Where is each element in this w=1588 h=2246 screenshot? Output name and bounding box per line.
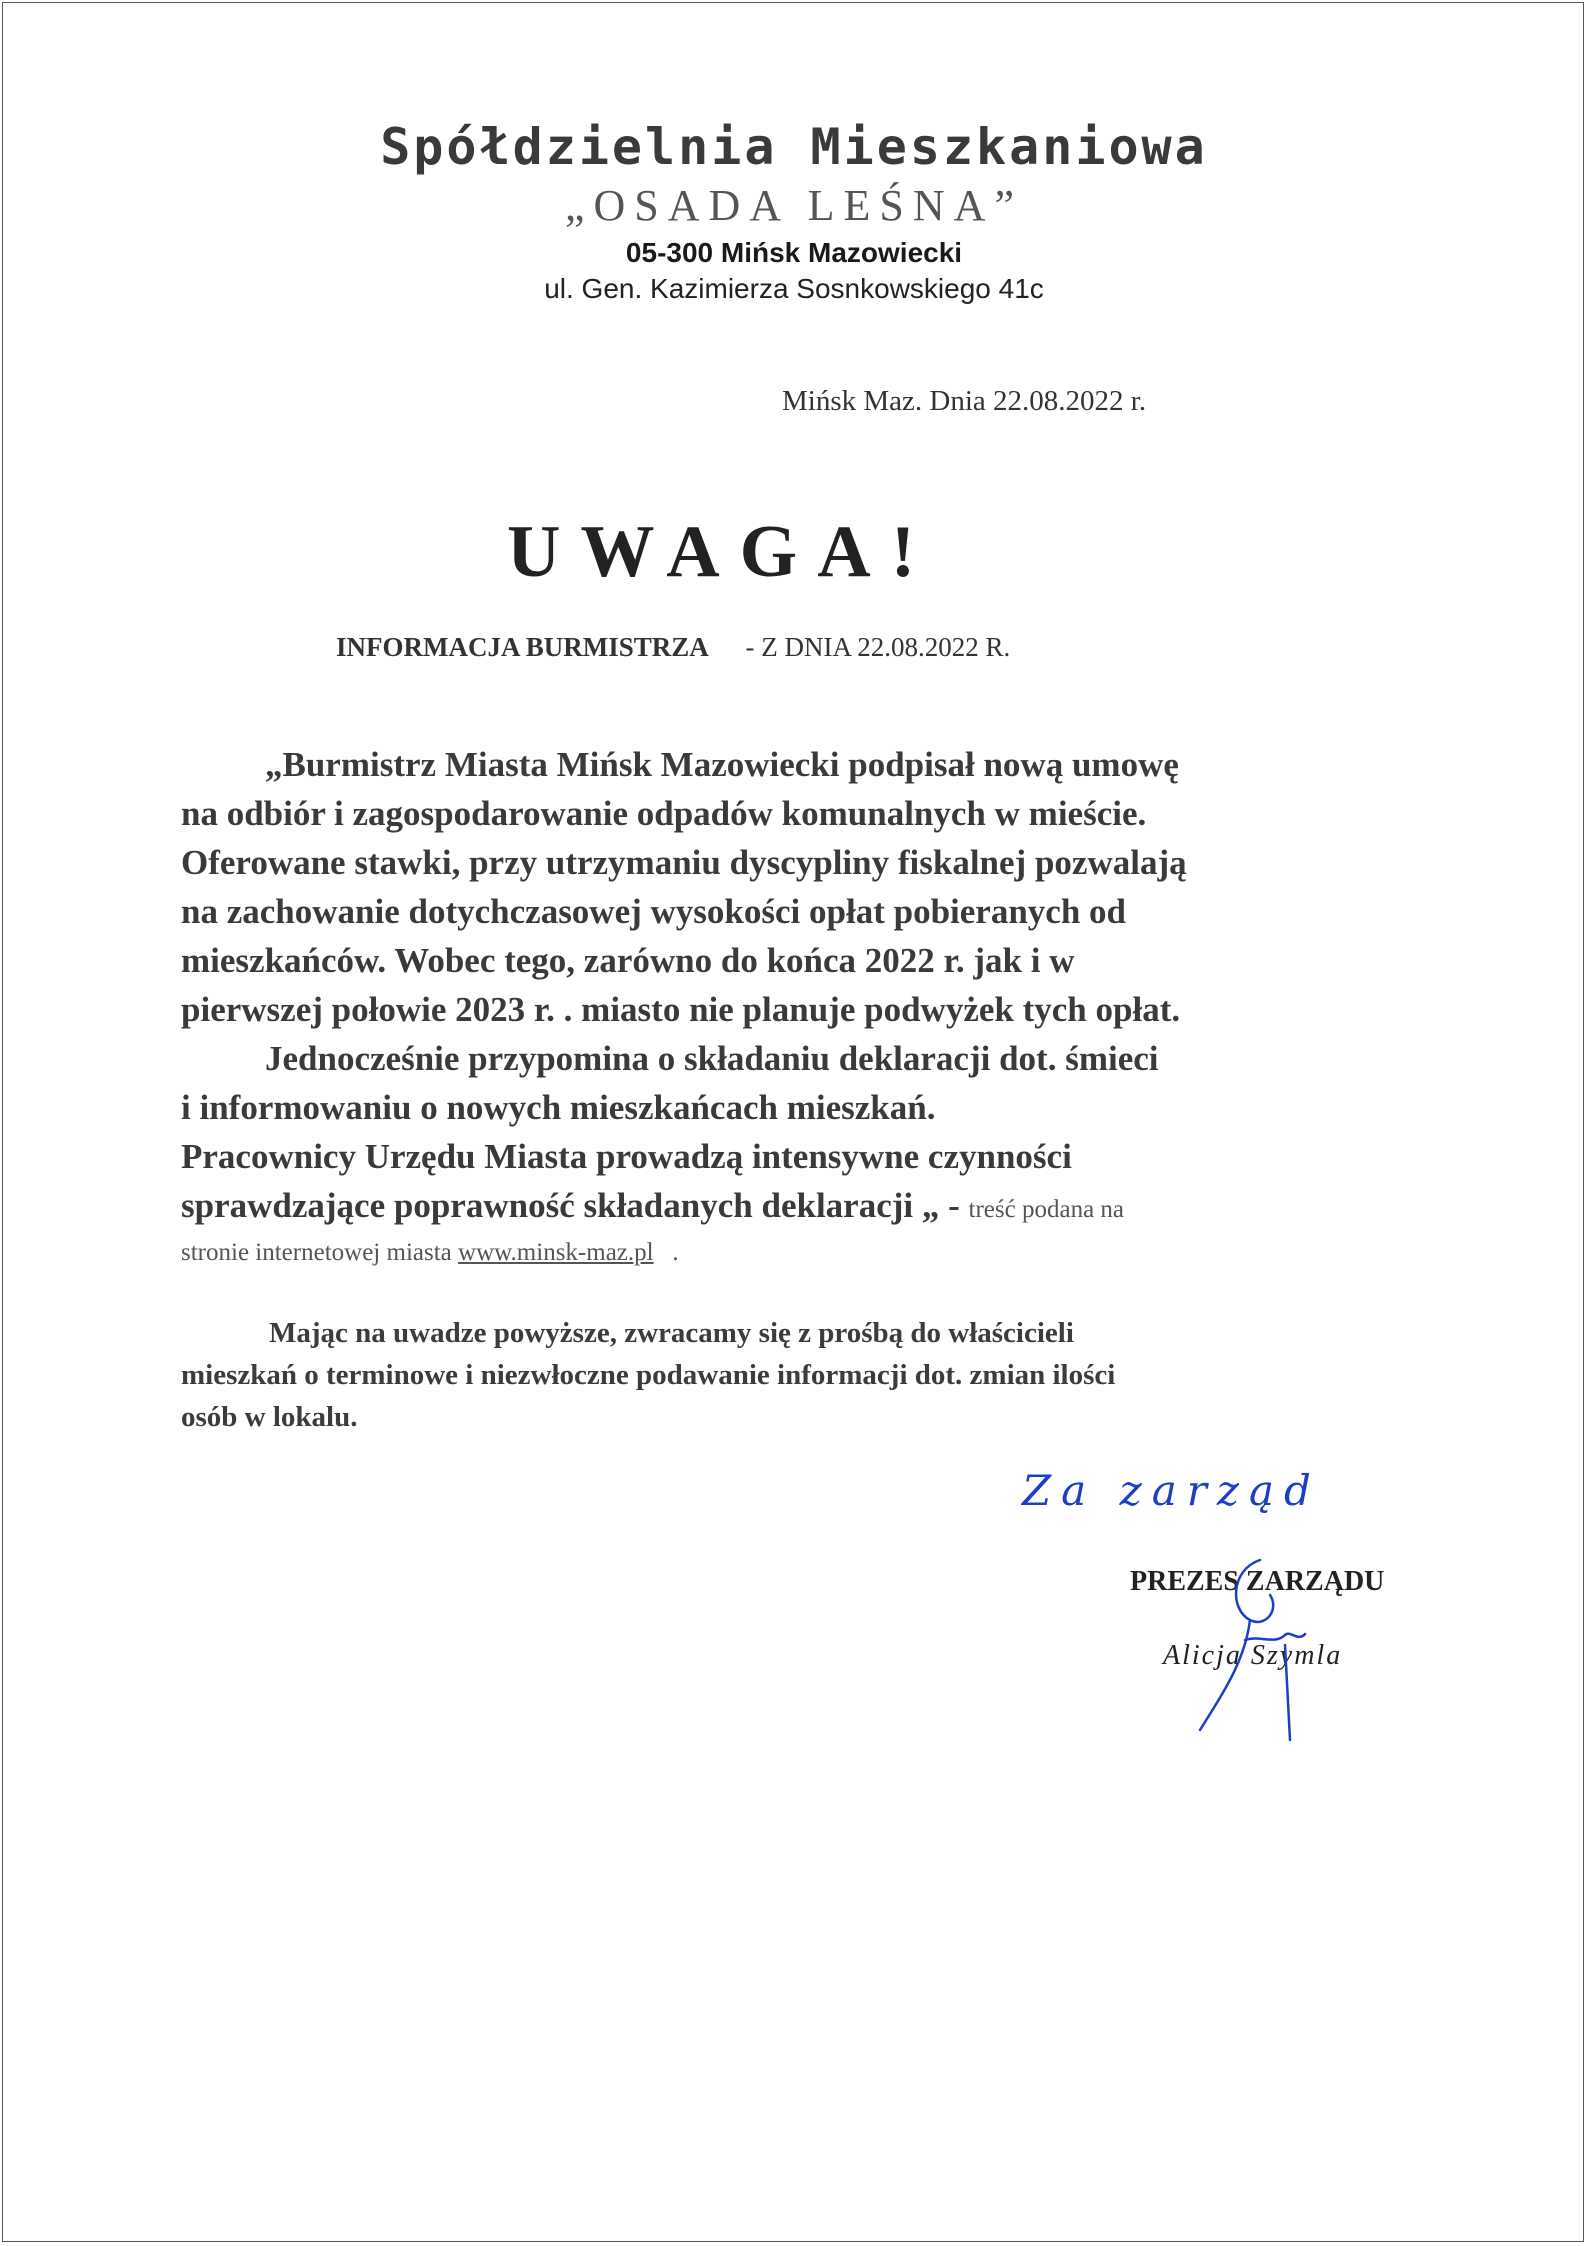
address-street: ul. Gen. Kazimierza Sosnkowskiego 41c <box>544 273 1044 304</box>
info-heading-date: - Z DNIA 22.08.2022 R. <box>745 632 1011 662</box>
address-city: 05-300 Mińsk Mazowiecki <box>625 237 963 268</box>
source-note-tail: treść podana na <box>968 1196 1125 1223</box>
source-note <box>181 1234 1421 1272</box>
body-line: mieszkańców. Wobec tego, zarówno do końca 2022 r. jak i w <box>181 941 1075 980</box>
body-line: pierwszej połowie 2023 r. . miasto nie planuje podwyżek tych opłat. <box>181 990 1181 1029</box>
appeal-line: osób w lokalu. <box>181 1401 358 1433</box>
handwritten-signature <box>1190 1550 1330 1750</box>
announcement-body <box>181 740 1421 1272</box>
appeal-line: mieszkań o terminowe i niezwłoczne podawanie informacji dot. zmian ilości <box>181 1359 1116 1391</box>
notice-title: UWAGA! <box>507 511 936 593</box>
body-line: Jednocześnie przypomina o składaniu deklaracji dot. śmieci <box>265 1039 1159 1078</box>
appeal-paragraph <box>181 1312 1421 1438</box>
appeal-line: Mając na uwadze powyższe, zwracamy się z prośbą do właścicieli <box>269 1317 1074 1349</box>
body-line-last <box>181 1181 1421 1234</box>
date-line: Mińsk Maz. Dnia 22.08.2022 r. <box>782 385 1147 417</box>
source-period: . <box>672 1239 679 1266</box>
body-line: na odbiór i zagospodarowanie odpadów komunalnych w mieście. <box>181 794 1147 833</box>
body-line-text: sprawdzające poprawność składanych deklaracji „ - <box>181 1186 960 1225</box>
body-line: i informowaniu o nowych mieszkańcach mieszkań. <box>181 1088 936 1127</box>
signature-role: PREZES ZARZĄDU <box>1130 1566 1385 1597</box>
source-note-text: stronie internetowej miasta <box>181 1239 452 1266</box>
organization-subtitle: „OSADA LEŚNA” <box>565 181 1023 230</box>
info-heading <box>336 632 1010 663</box>
info-heading-source: INFORMACJA BURMISTRZA <box>336 632 709 662</box>
handwritten-note: Za zarząd <box>1022 1466 1321 1515</box>
body-line: Pracownicy Urzędu Miasta prowadzą intensywne czynności <box>181 1137 1072 1176</box>
signature-name: Alicja Szymla <box>1163 1640 1343 1671</box>
body-line: Oferowane stawki, przy utrzymaniu dyscypliny fiskalnej pozwalają <box>181 843 1187 882</box>
body-line: „Burmistrz Miasta Mińsk Mazowiecki podpisał nową umowę <box>265 745 1179 784</box>
organization-name: Spółdzielnia Mieszkaniowa <box>380 118 1208 176</box>
body-line: na zachowanie dotychczasowej wysokości opłat pobieranych od <box>181 892 1127 931</box>
source-link[interactable]: www.minsk-maz.pl <box>458 1239 654 1266</box>
